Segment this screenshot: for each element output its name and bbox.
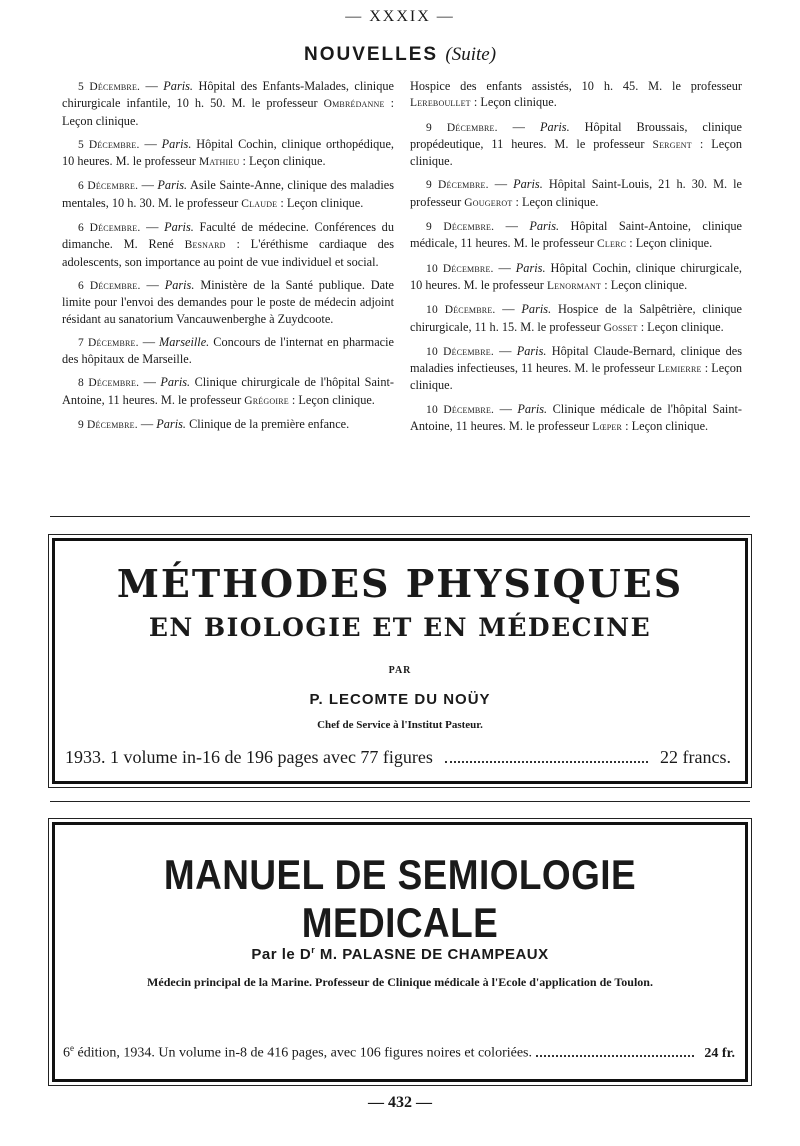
section-title-text: NOUVELLES xyxy=(303,44,439,65)
news-entry: 9 Décembre. — Paris. Hôpital Saint-Antoine, clinique médicale, 11 heures. M. le professeur Clerc : Leçon clinique. xyxy=(410,219,742,251)
ad-frame xyxy=(52,822,748,1082)
ad-author-role: Chef de Service à l'Institut Pasteur. xyxy=(317,719,483,731)
news-entry: 6 Décembre. — Paris. Faculté de médecine. Conférences du dimanche. M. René Besnard : L'éréthisme cardiaque des adolescents, son importance au point de vue individuel et social. xyxy=(62,220,394,269)
ad-price: 22 francs. xyxy=(660,747,731,767)
roman-page-number: — XXXIX — xyxy=(345,8,455,25)
ad-details-line xyxy=(65,747,731,768)
dot-leader xyxy=(536,1055,694,1057)
ad-author-role: Médecin principal de la Marine. Professeur de Clinique médicale à l'Ecole d'application de Toulon. xyxy=(147,975,653,989)
ad-frame xyxy=(52,538,748,784)
news-entry: 10 Décembre. — Paris. Clinique médicale de l'hôpital Saint-Antoine, 11 heures. M. le professeur Lœper : Leçon clinique. xyxy=(410,401,742,434)
news-entry: 6 Décembre. — Paris. Asile Sainte-Anne, clinique des maladies mentales, 10 h. 30. M. le professeur Claude : Leçon clinique. xyxy=(62,178,394,210)
news-entry: 5 Décembre. — Paris. Hôpital Cochin, clinique orthopédique, 10 heures. M. le professeur Mathieu : Leçon clinique. xyxy=(62,136,394,169)
ad-title: MÉTHODES PHYSIQUES xyxy=(116,561,684,606)
ad-details: 1933. 1 volume in-16 de 196 pages avec 77 figures xyxy=(65,747,433,767)
ad-par-label: PAR xyxy=(388,665,412,676)
news-entry: 9 Décembre. — Paris. Hôpital Broussais, clinique propédeutique, 11 heures. M. le professeur Sergent : Leçon clinique. xyxy=(410,119,742,169)
news-entry: 9 Décembre. — Paris. Clinique de la première enfance. xyxy=(78,417,350,432)
divider-rule xyxy=(50,516,750,517)
section-title xyxy=(0,44,800,66)
ad-title: MANUEL DE SEMIOLOGIE MEDICALE xyxy=(163,851,637,946)
ad-details: 6e édition, 1934. Un volume in-8 de 416 pages, avec 106 figures noires et coloriées. xyxy=(63,1043,532,1061)
divider-rule xyxy=(50,801,750,802)
news-entry: 10 Décembre. — Paris. Hôpital Cochin, clinique chirurgicale, 10 heures. M. le professeur Lenormant : Leçon clinique. xyxy=(410,260,742,292)
left-news-column xyxy=(62,78,394,440)
news-entry: 6 Décembre. — Paris. Ministère de la Santé publique. Date limite pour l'envoi des demandes pour le poste de médecin adjoint résidant au sanatorium Vancauwenberghe à Zuydcoote. xyxy=(62,277,394,326)
news-entry-continuation: Hospice des enfants assistés, 10 h. 45. M. le professeur Lereboullet : Leçon clinique. xyxy=(410,79,742,110)
ad-author: P. LECOMTE DU NOÜY xyxy=(309,691,491,708)
ad-author: Par le $D^r$ M. PALASNE DE CHAMPEAUX xyxy=(251,945,549,963)
dot-leader xyxy=(445,761,648,763)
ad-manuel-semiologie xyxy=(48,818,752,1086)
right-news-column xyxy=(410,78,742,442)
page-number: — 432 — xyxy=(368,1094,432,1111)
ad-price: 24 fr. xyxy=(704,1045,735,1061)
news-entry: 5 Décembre. — Paris. Hôpital des Enfants-Malades, clinique chirurgicale infantile, 10 h. 50. M. le professeur Ombrédanne : Leçon clinique. xyxy=(62,79,395,128)
ad-methodes-physiques xyxy=(48,534,752,788)
section-title-suffix: (Suite) xyxy=(445,44,497,65)
ad-details-line xyxy=(63,1043,735,1062)
news-entry: 10 Décembre. — Paris. Hospice de la Salpêtrière, clinique chirurgicale, 11 h. 15. M. le professeur Gosset : Leçon clinique. xyxy=(410,302,742,334)
news-entry: 8 Décembre. — Paris. Clinique chirurgicale de l'hôpital Saint-Antoine, 11 heures. M. le professeur Grégoire : Leçon clinique. xyxy=(62,375,394,407)
news-entry: 10 Décembre. — Paris. Hôpital Claude-Bernard, clinique des maladies infectieuses, 11 heures. M. le professeur Lemierre : Leçon clinique. xyxy=(410,343,743,393)
news-entry: 9 Décembre. — Paris. Hôpital Saint-Louis, 21 h. 30. M. le professeur Gougerot : Leçon clinique. xyxy=(410,177,742,209)
ad-subtitle: EN BIOLOGIE ET EN MÉDECINE xyxy=(148,613,652,642)
news-entry: 7 Décembre. — Marseille. Concours de l'internat en pharmacie des hôpitaux de Marseille. xyxy=(62,334,394,367)
